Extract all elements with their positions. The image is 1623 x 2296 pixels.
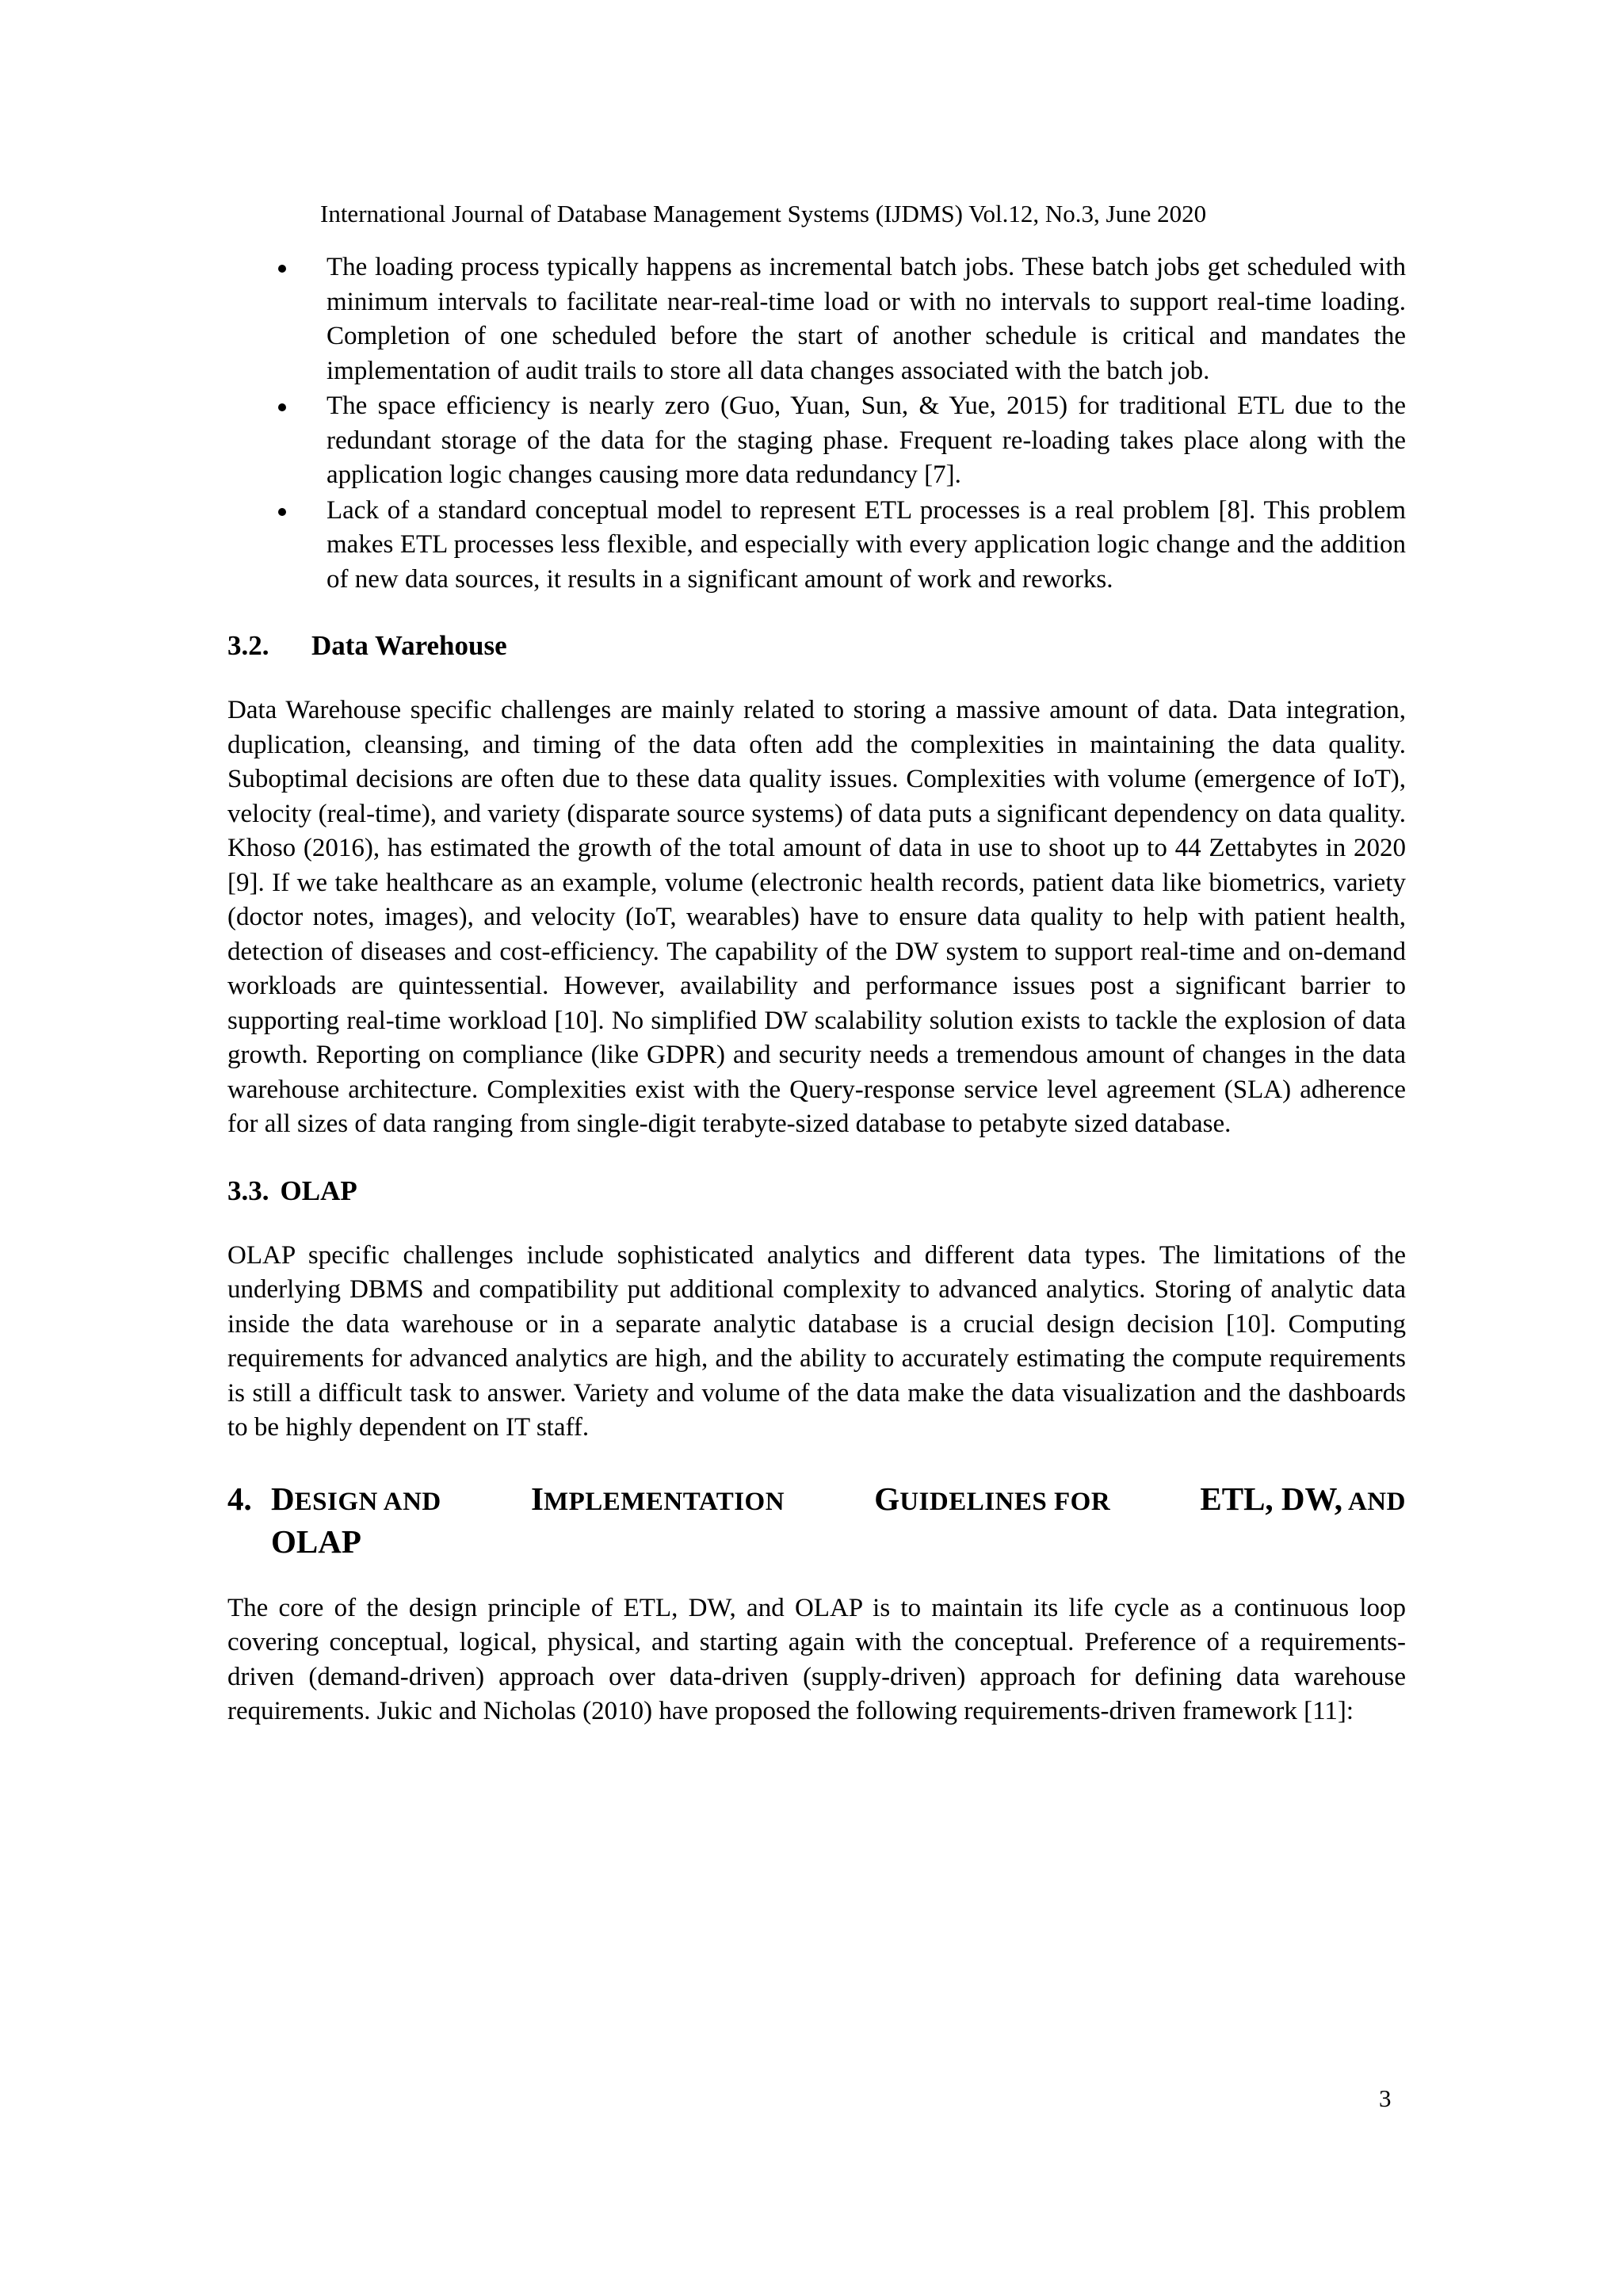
section-3-2-heading <box>227 628 1406 663</box>
bullet-text: The space efficiency is nearly zero (Guo, Yuan, Sun, & Yue, 2015) for traditional ETL due to the redundant storage of the data for the staging phase. Frequent re-loading takes place along with the application logic changes causing more data redundancy [7]. <box>327 392 1406 489</box>
section-title: Data Warehouse <box>311 630 507 661</box>
section-3-2-paragraph: Data Warehouse specific challenges are mainly related to storing a massive amount of data. Data integration, duplication, cleansing, and timing of the data often add the complexities in maintaining the data quality. Suboptimal decisions are often due to these data quality issues. Complexities with volume (emergence of IoT), velocity (real-time), and variety (disparate source systems) of data puts a significant dependency on data quality. Khoso (2016), has estimated the growth of the total amount of data in use to shoot up to 44 Zettabytes in 2020 [9]. If we take healthcare as an example, volume (electronic health records, patient data like biometrics, variety (doctor notes, images), and velocity (IoT, wearables) have to ensure data quality to help with patient health, detection of diseases and cost-efficiency. The capability of the DW system to support real-time and on-demand workloads are quintessential. However, availability and performance issues post a significant barrier to supporting real-time workload [10]. No simplified DW scalability solution exists to tackle the explosion of data growth. Reporting on compliance (like GDPR) and security needs a tremendous amount of changes in the data warehouse architecture. Complexities exist with the Query-response service level agreement (SLA) adherence for all sizes of data ranging from single-digit terabyte-sized database to petabyte sized database. <box>227 696 1406 1138</box>
section-4-heading-line2: OLAP <box>271 1522 361 1560</box>
heading-word-etl-dw: ETL, DW, AND <box>1200 1480 1406 1517</box>
page-content <box>227 250 1406 1729</box>
list-item <box>227 494 1406 598</box>
section-3-3-heading <box>227 1174 1406 1209</box>
section-number: 4. <box>227 1480 252 1517</box>
bullet-icon <box>278 265 286 273</box>
section-title: OLAP <box>280 1175 357 1206</box>
section-4-paragraph: The core of the design principle of ETL, DW, and OLAP is to maintain its life cycle as a continuous loop covering conceptual, logical, physical, and starting again with the conceptual. Preference of a requirements-driven (demand-driven) approach over data-driven (supply-driven) approach for defining data warehouse requirements. Jukic and Nicholas (2010) have proposed the following requirements-driven framework [11]: <box>227 1593 1406 1725</box>
list-item <box>227 250 1406 388</box>
running-header: International Journal of Database Management Systems (IJDMS) Vol.12, No.3, June 2020 <box>320 200 1207 227</box>
heading-word-guidelines: GUIDELINES FOR <box>874 1480 1111 1517</box>
list-item <box>227 389 1406 493</box>
heading-word-design: DESIGN AND <box>271 1480 441 1517</box>
section-4-heading <box>227 1479 1406 1561</box>
bullet-icon <box>278 403 286 411</box>
section-number: 3.2. <box>227 630 269 661</box>
section-3-3-paragraph: OLAP specific challenges include sophisticated analytics and different data types. The limitations of the underlying DBMS and compatibility put additional complexity to advanced analytics. Storing of analytic data inside the data warehouse or in a separate analytic database is a crucial design decision [10]. Computing requirements for advanced analytics are high, and the ability to accurately estimating the compute requirements is still a difficult task to answer. Variety and volume of the data make the data visualization and the dashboards to be highly dependent on IT staff. <box>227 1240 1406 1442</box>
heading-word-implementation: IMPLEMENTATION <box>530 1480 785 1517</box>
bullet-list <box>227 250 1406 597</box>
section-number: 3.3. <box>227 1175 269 1206</box>
bullet-text: Lack of a standard conceptual model to represent ETL processes is a real problem [8]. This problem makes ETL processes less flexible, and especially with every application logic change and the addition of new data sources, it results in a significant amount of work and reworks. <box>327 495 1406 594</box>
section-4-heading-line1 <box>271 1479 1406 1522</box>
bullet-text: The loading process typically happens as incremental batch jobs. These batch jobs get scheduled with minimum intervals to facilitate near-real-time load or with no intervals to support real-time loading. Completion of one scheduled before the start of another schedule is critical and mandates the implementation of audit trails to store all data changes associated with the batch job. <box>327 253 1406 385</box>
page-number: 3 <box>1379 2084 1392 2112</box>
bullet-icon <box>278 508 286 516</box>
